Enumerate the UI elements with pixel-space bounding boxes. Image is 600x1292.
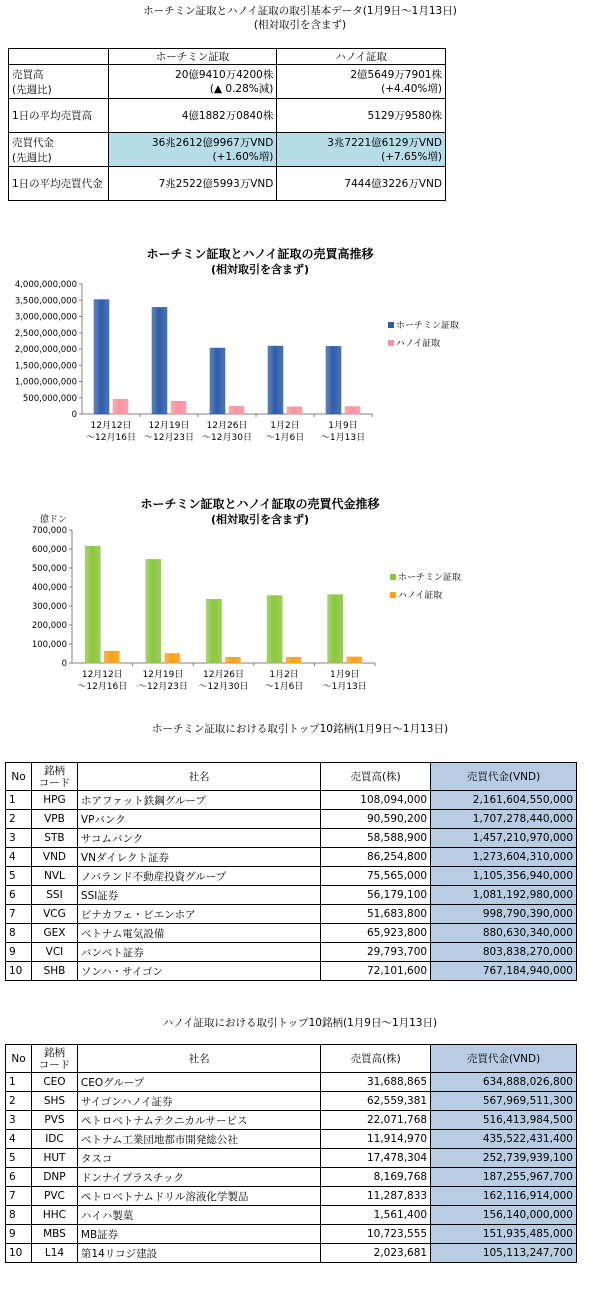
- row-volume: 72,101,600: [321, 962, 431, 981]
- row-code: DNP: [31, 1168, 77, 1187]
- table-row: [6, 1149, 577, 1168]
- bar-hn: [226, 657, 241, 663]
- legend-label: ハノイ証取: [398, 591, 443, 601]
- row-code: HUT: [31, 1149, 77, 1168]
- header-name: 社名: [77, 1045, 320, 1073]
- row-amount: 1,707,278,440,000: [431, 810, 577, 829]
- bar-hcm: [267, 596, 282, 663]
- y-tick-label: 3,000,000,000: [14, 312, 77, 323]
- row-code: CEO: [31, 1073, 77, 1092]
- row-code: IDC: [31, 1130, 77, 1149]
- row-amount: 516,413,984,500: [431, 1111, 577, 1130]
- row-no: 1: [6, 791, 32, 810]
- table-row: [6, 1168, 577, 1187]
- summary-row: [9, 65, 446, 99]
- bar-hcm: [268, 346, 283, 414]
- y-tick-label: 1,500,000,000: [14, 361, 77, 372]
- row-volume: 56,179,100: [321, 886, 431, 905]
- header-volume: 売買高(株): [321, 1045, 431, 1073]
- row-no: 3: [6, 829, 32, 848]
- y-tick-label: 400,000: [31, 583, 67, 593]
- chart-title: ホーチミン証取とハノイ証取の売買代金推移: [140, 497, 380, 511]
- header-no: No: [6, 763, 32, 791]
- row-company: ベトナム工業団地都市開発総公社: [77, 1130, 320, 1149]
- row-volume: 62,559,381: [321, 1092, 431, 1111]
- row-company: ベトナム電気設備: [77, 924, 320, 943]
- table-row: [6, 943, 577, 962]
- y-tick-label: 500,000: [31, 564, 67, 574]
- row-amount: 880,630,340,000: [431, 924, 577, 943]
- row-company: SSI証券: [77, 886, 320, 905]
- header-code: [31, 763, 77, 791]
- legend-swatch: [388, 322, 394, 328]
- row-company: ビナカフェ・ビエンホア: [77, 905, 320, 924]
- header-code-line1: 銘柄: [43, 764, 65, 777]
- row-code: GEX: [31, 924, 77, 943]
- hn-top10-table: [5, 1044, 577, 1263]
- row-no: 6: [6, 886, 32, 905]
- row-amount: 803,838,270,000: [431, 943, 577, 962]
- y-tick-label: 200,000: [31, 621, 67, 631]
- header-code-line1: 銘柄: [43, 1046, 65, 1059]
- row-code: NVL: [31, 867, 77, 886]
- summary-hn-value: [277, 65, 446, 99]
- summary-row-label: [9, 99, 109, 133]
- row-amount: 998,790,390,000: [431, 905, 577, 924]
- summary-row-label: [9, 167, 109, 201]
- summary-label-main: 1日の平均売買高: [12, 110, 93, 122]
- summary-hn-value: [277, 99, 446, 133]
- x-tick-label: 12月19日: [142, 670, 184, 680]
- row-volume: 58,588,900: [321, 829, 431, 848]
- hn-top10-title: ハノイ証取における取引トップ10銘柄(1月9日～1月13日): [162, 1017, 438, 1029]
- row-company: タスコ: [77, 1149, 320, 1168]
- row-amount: 1,081,192,980,000: [431, 886, 577, 905]
- row-no: 6: [6, 1168, 32, 1187]
- row-company: ホアファット鉄鋼グループ: [77, 791, 320, 810]
- y-tick-label: 300,000: [31, 602, 67, 612]
- x-tick-label: ～12月23日: [137, 682, 188, 692]
- summary-hcm-change: (▲ 0.28%減): [209, 82, 274, 95]
- summary-hcm-value: [108, 167, 277, 201]
- bar-hn: [104, 651, 119, 663]
- row-amount: 1,105,356,940,000: [431, 867, 577, 886]
- row-code: STB: [31, 829, 77, 848]
- summary-hn-value: [277, 167, 446, 201]
- x-tick-label: 12月12日: [81, 670, 123, 680]
- row-volume: 75,565,000: [321, 867, 431, 886]
- value-chart: [0, 490, 600, 705]
- table-row: [6, 810, 577, 829]
- row-company: CEOグループ: [77, 1073, 320, 1092]
- bar-hn: [286, 657, 301, 663]
- row-volume: 11,914,970: [321, 1130, 431, 1149]
- table-row: [6, 924, 577, 943]
- row-volume: 31,688,865: [321, 1073, 431, 1092]
- bar-hn: [345, 407, 360, 414]
- row-code: VCI: [31, 943, 77, 962]
- x-tick-label: ～12月30日: [198, 682, 249, 692]
- row-code: HPG: [31, 791, 77, 810]
- row-company: ペトロベトナムテクニカルサービス: [77, 1111, 320, 1130]
- x-tick-label: 1月2日: [269, 670, 299, 680]
- bar-hcm: [210, 348, 225, 414]
- row-volume: 11,287,833: [321, 1187, 431, 1206]
- row-company: ペトロベトナムドリル溶液化学製品: [77, 1187, 320, 1206]
- row-company: サコムバンク: [77, 829, 320, 848]
- row-amount: 105,113,247,700: [431, 1244, 577, 1263]
- table-row: [6, 905, 577, 924]
- summary-row: [9, 99, 446, 133]
- header-amount: 売買代金(VND): [431, 763, 577, 791]
- table-row: [6, 886, 577, 905]
- row-code: VCG: [31, 905, 77, 924]
- table-row: [6, 1073, 577, 1092]
- table-row: [6, 1111, 577, 1130]
- chart-unit-label: 億ドン: [40, 515, 68, 525]
- bar-hn: [229, 406, 244, 414]
- row-no: 8: [6, 1206, 32, 1225]
- row-company: 第14リコジ建設: [77, 1244, 320, 1263]
- row-amount: 151,935,485,000: [431, 1225, 577, 1244]
- x-tick-label: ～12月23日: [144, 433, 194, 443]
- row-volume: 1,561,400: [321, 1206, 431, 1225]
- legend-label: ホーチミン証取: [398, 573, 462, 583]
- summary-label-main: 売買代金: [12, 136, 54, 149]
- summary-hn-change: (+7.65%増): [381, 150, 442, 163]
- bar-hcm: [326, 346, 341, 414]
- y-tick-label: 2,500,000,000: [14, 328, 77, 339]
- y-tick-label: 2,000,000,000: [14, 345, 77, 355]
- row-company: MB証券: [77, 1225, 320, 1244]
- row-amount: 1,457,210,970,000: [431, 829, 577, 848]
- header-amount: 売買代金(VND): [431, 1045, 577, 1073]
- row-no: 9: [6, 943, 32, 962]
- header-code-line2: コード: [38, 1058, 71, 1071]
- hcm-top10-table: [5, 762, 577, 981]
- table-row: [6, 1225, 577, 1244]
- bar-hn: [287, 407, 302, 414]
- row-no: 2: [6, 1092, 32, 1111]
- table-row: [6, 1187, 577, 1206]
- bar-hn: [165, 654, 180, 664]
- table-row: [6, 962, 577, 981]
- y-tick-label: 600,000: [31, 545, 67, 555]
- row-no: 7: [6, 905, 32, 924]
- summary-label-main: 売買高: [12, 68, 44, 81]
- header-volume: 売買高(株): [321, 763, 431, 791]
- x-tick-label: ～1月13日: [320, 433, 366, 443]
- row-no: 5: [6, 1149, 32, 1168]
- x-tick-label: ～12月16日: [77, 682, 128, 692]
- y-tick-label: 4,000,000,000: [14, 280, 77, 290]
- chart-subtitle: (相対取引を含まず): [210, 263, 310, 276]
- row-no: 8: [6, 924, 32, 943]
- y-tick-label: 0: [61, 659, 67, 669]
- y-tick-label: 1,000,000,000: [14, 377, 77, 388]
- row-company: ドンナイプラスチック: [77, 1168, 320, 1187]
- row-no: 10: [6, 962, 32, 981]
- row-code: PVS: [31, 1111, 77, 1130]
- summary-hn-value: [277, 133, 446, 167]
- table-row: [6, 829, 577, 848]
- row-company: VPバンク: [77, 810, 320, 829]
- row-amount: 252,739,939,100: [431, 1149, 577, 1168]
- summary-hn-main: 3兆7221億6129万VND: [327, 136, 442, 149]
- volume-chart: [0, 240, 600, 450]
- hcm-top10-title: ホーチミン証取における取引トップ10銘柄(1月9日～1月13日): [151, 723, 449, 735]
- x-tick-label: 12月26日: [203, 670, 244, 680]
- row-amount: 567,969,511,300: [431, 1092, 577, 1111]
- summary-hcm-main: 7兆2522億5993万VND: [158, 177, 274, 190]
- row-code: SHB: [31, 962, 77, 981]
- table-row: [6, 867, 577, 886]
- row-amount: 1,273,604,310,000: [431, 848, 577, 867]
- top10-header-row: [6, 1045, 577, 1073]
- x-tick-label: ～1月13日: [322, 682, 367, 692]
- bar-hcm: [146, 559, 161, 663]
- table-row: [6, 791, 577, 810]
- row-volume: 2,023,681: [321, 1244, 431, 1263]
- row-code: MBS: [31, 1225, 77, 1244]
- top10-header-row: [6, 763, 577, 791]
- summary-hn-main: 2億5649万7901株: [350, 68, 442, 81]
- bar-hn: [113, 399, 128, 414]
- summary-table: [8, 48, 446, 201]
- row-no: 10: [6, 1244, 32, 1263]
- header-no: No: [6, 1045, 32, 1073]
- row-volume: 51,683,800: [321, 905, 431, 924]
- bar-hcm: [207, 599, 222, 663]
- x-tick-label: 12月12日: [90, 421, 132, 431]
- row-no: 9: [6, 1225, 32, 1244]
- row-amount: 2,161,604,550,000: [431, 791, 577, 810]
- row-volume: 65,923,800: [321, 924, 431, 943]
- summary-hcm-value: [108, 65, 277, 99]
- row-amount: 634,888,026,800: [431, 1073, 577, 1092]
- row-volume: 90,590,200: [321, 810, 431, 829]
- row-no: 4: [6, 1130, 32, 1149]
- bar-hcm: [152, 307, 167, 414]
- bar-hn: [347, 657, 362, 663]
- summary-hcm-change: (+1.60%増): [212, 150, 274, 163]
- row-volume: 22,071,768: [321, 1111, 431, 1130]
- summary-label-main: 1日の平均売買代金: [12, 178, 103, 190]
- bar-hcm: [85, 546, 100, 663]
- row-no: 7: [6, 1187, 32, 1206]
- row-company: バンベト証券: [77, 943, 320, 962]
- bar-hcm: [94, 300, 109, 414]
- row-code: HHC: [31, 1206, 77, 1225]
- summary-row-label: [9, 133, 109, 167]
- summary-hn-main: 7444億3226万VND: [344, 177, 442, 190]
- row-code: PVC: [31, 1187, 77, 1206]
- bar-hcm: [328, 595, 343, 663]
- chart-title: ホーチミン証取とハノイ証取の売買高推移: [146, 247, 374, 261]
- chart-subtitle: (相対取引を含まず): [210, 513, 310, 526]
- summary-hcm-main: 4億1882万0840株: [181, 109, 274, 122]
- row-code: VPB: [31, 810, 77, 829]
- row-code: L14: [31, 1244, 77, 1263]
- row-no: 2: [6, 810, 32, 829]
- y-tick-label: 100,000: [31, 640, 67, 650]
- row-company: ソンハ・サイゴン: [77, 962, 320, 981]
- x-tick-label: 12月26日: [206, 421, 248, 431]
- table-row: [6, 848, 577, 867]
- x-tick-label: ～1月6日: [265, 433, 305, 443]
- row-company: ハイハ製菓: [77, 1206, 320, 1225]
- legend-label: ハノイ証取: [396, 339, 441, 349]
- row-company: サイゴンハノイ証券: [77, 1092, 320, 1111]
- legend-swatch: [390, 592, 396, 598]
- x-tick-label: ～1月6日: [264, 682, 304, 692]
- legend-swatch: [390, 574, 396, 580]
- summary-header-row: [9, 49, 446, 65]
- summary-row: [9, 167, 446, 201]
- header-code-line2: コード: [38, 776, 71, 789]
- legend-swatch: [388, 340, 394, 346]
- row-no: 4: [6, 848, 32, 867]
- summary-hcm-value: [108, 99, 277, 133]
- bar-hn: [171, 401, 186, 414]
- row-no: 1: [6, 1073, 32, 1092]
- y-tick-label: 500,000,000: [22, 393, 77, 404]
- row-volume: 108,094,000: [321, 791, 431, 810]
- x-tick-label: 12月19日: [148, 421, 190, 431]
- row-amount: 162,116,914,000: [431, 1187, 577, 1206]
- row-volume: 10,723,555: [321, 1225, 431, 1244]
- summary-label-sub: (先週比): [12, 83, 52, 96]
- summary-row-label: [9, 65, 109, 99]
- table-row: [6, 1244, 577, 1263]
- row-volume: 86,254,800: [321, 848, 431, 867]
- legend-label: ホーチミン証取: [396, 321, 460, 331]
- header-name: 社名: [77, 763, 320, 791]
- row-no: 5: [6, 867, 32, 886]
- summary-row: [9, 133, 446, 167]
- header-code: [31, 1045, 77, 1073]
- summary-hn-main: 5129万9580株: [367, 109, 442, 122]
- summary-title-text: ホーチミン証取とハノイ証取の取引基本データ(1月9日～1月13日): [143, 5, 457, 17]
- row-volume: 8,169,768: [321, 1168, 431, 1187]
- summary-subtitle: (相対取引を含まず): [253, 19, 347, 31]
- summary-header-blank: [9, 49, 109, 65]
- summary-hcm-main: 36兆2612億9967万VND: [151, 136, 274, 149]
- row-amount: 156,140,000,000: [431, 1206, 577, 1225]
- row-volume: 17,478,304: [321, 1149, 431, 1168]
- table-row: [6, 1206, 577, 1225]
- row-no: 3: [6, 1111, 32, 1130]
- row-code: SHS: [31, 1092, 77, 1111]
- row-amount: 435,522,431,400: [431, 1130, 577, 1149]
- table-row: [6, 1092, 577, 1111]
- summary-label-sub: (先週比): [12, 151, 52, 164]
- summary-header-hn: ハノイ証取: [277, 49, 446, 65]
- summary-hn-change: (+4.40%増): [381, 82, 442, 95]
- x-tick-label: ～12月30日: [202, 433, 252, 443]
- y-tick-label: 700,000: [31, 526, 67, 536]
- summary-hcm-main: 20億9410万4200株: [175, 68, 274, 81]
- summary-header-hcm: ホーチミン証取: [108, 49, 277, 65]
- y-tick-label: 0: [71, 410, 77, 420]
- row-code: VND: [31, 848, 77, 867]
- row-company: ノバランド不動産投資グループ: [77, 867, 320, 886]
- summary-title: [0, 4, 600, 32]
- x-tick-label: ～12月16日: [86, 433, 136, 443]
- x-tick-label: 1月9日: [329, 670, 360, 680]
- row-amount: 767,184,940,000: [431, 962, 577, 981]
- table-row: [6, 1130, 577, 1149]
- row-code: SSI: [31, 886, 77, 905]
- x-tick-label: 1月2日: [270, 421, 300, 431]
- x-tick-label: 1月9日: [328, 421, 358, 431]
- row-company: VNダイレクト証券: [77, 848, 320, 867]
- row-volume: 29,793,700: [321, 943, 431, 962]
- summary-hcm-value: [108, 133, 277, 167]
- y-tick-label: 3,500,000,000: [14, 296, 77, 307]
- row-amount: 187,255,967,700: [431, 1168, 577, 1187]
